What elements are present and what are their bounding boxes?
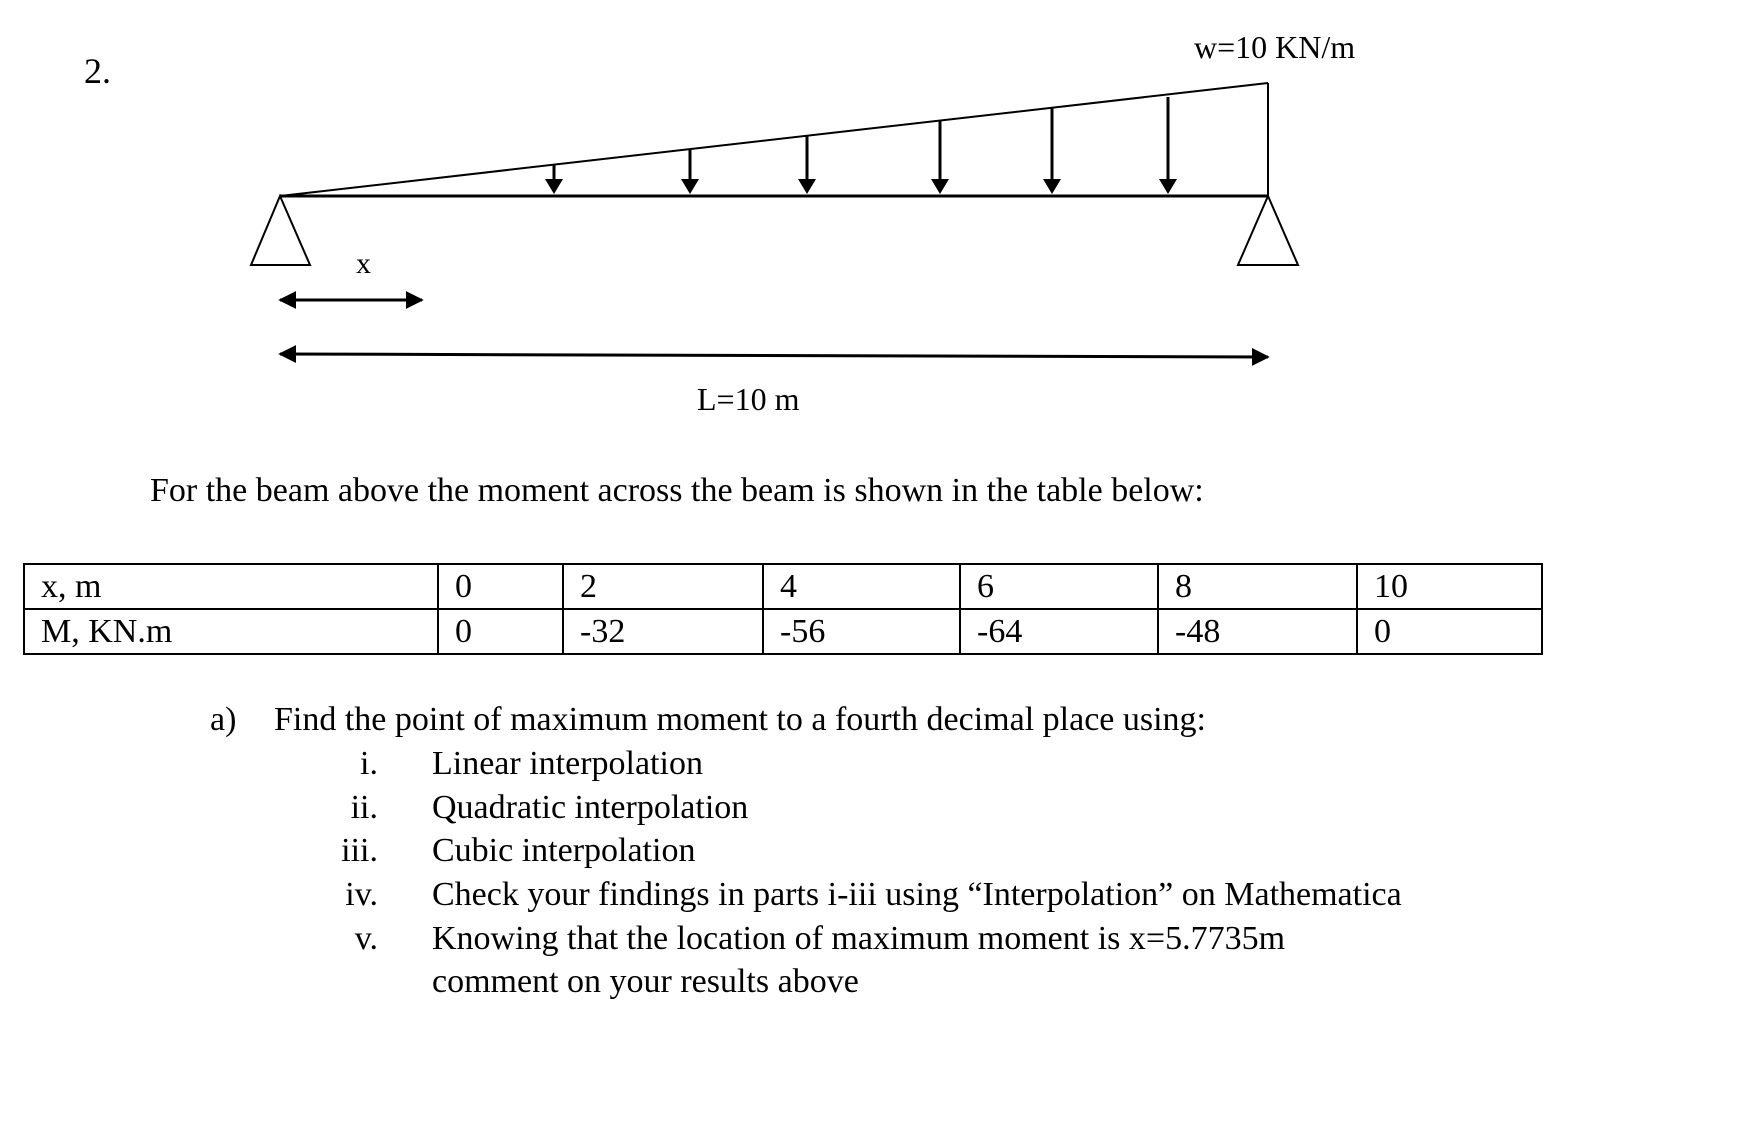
table-cell: -48 [1158,609,1357,654]
table-cell: 0 [438,609,563,654]
item-text: Knowing that the location of maximum moment is x=5.7735m [432,920,1286,957]
item-numeral: i. [360,745,378,782]
table-row-moment [24,609,1542,654]
load-profile-top [280,83,1268,196]
load-arrow [798,136,816,194]
row-header: M, KN.m [24,609,438,654]
table-cell: -32 [563,609,763,654]
intro-text: For the beam above the moment across the beam is shown in the table below: [150,472,1204,509]
load-label: w=10 KN/m [1194,29,1356,65]
table-cell: 0 [1357,609,1542,654]
table-cell: 4 [763,564,960,609]
item-text: Check your findings in parts i-iii using “Interpolation” on Mathematica [432,876,1402,913]
table-cell: 8 [1158,564,1357,609]
load-arrows [545,97,1177,194]
x-label: x [356,247,371,280]
load-arrow [1043,108,1061,194]
problem-number: 2. [84,51,111,91]
load-arrow [931,121,949,194]
beam-diagram [0,0,1745,470]
table-cell: 2 [563,564,763,609]
table-row-x [24,564,1542,609]
item-text-continuation: comment on your results above [432,963,859,1000]
table-cell: 10 [1357,564,1542,609]
moment-table [23,563,1543,655]
table-cell: 0 [438,564,563,609]
item-text: Quadratic interpolation [432,789,749,826]
question-text: Find the point of maximum moment to a fourth decimal place using: [274,701,1206,738]
item-text: Cubic interpolation [432,832,696,869]
question-marker: a) [210,701,237,738]
table-cell: -64 [960,609,1158,654]
item-text: Linear interpolation [432,745,703,782]
row-header: x, m [24,564,438,609]
span-dimension-arrow [280,354,1268,357]
item-numeral: v. [354,920,378,957]
item-numeral: iii. [341,832,378,869]
right-support [1238,196,1298,265]
item-numeral: ii. [350,789,378,826]
load-arrow [1159,97,1177,194]
table-cell: -56 [763,609,960,654]
item-numeral: iv. [345,876,378,913]
table-cell: 6 [960,564,1158,609]
load-arrow [681,150,699,194]
left-support [251,196,310,265]
load-arrow [545,165,563,194]
span-label: L=10 m [697,381,800,417]
